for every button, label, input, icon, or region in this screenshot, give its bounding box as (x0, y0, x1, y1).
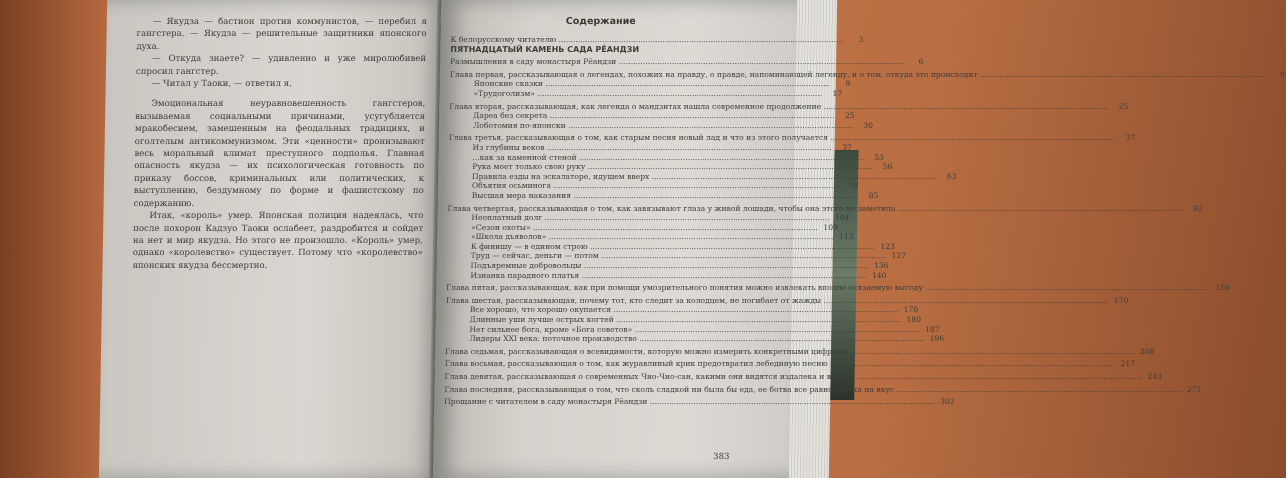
toc-entry-label: Правила езды на эскалаторе, идущем вверх ..... (448, 172, 937, 182)
toc-entry-label: Дареа без секрета ..... (449, 111, 835, 121)
toc-entry (450, 57, 924, 67)
paragraph: Итак, «король» умер. Японская полиция надеялась, что после похорон Кадзуо Таоки ослабеет, раздробится и сойдет на нет и мир якудза. Но этого не произошло. «Король» умер, однако «королевство» существует. Потому что «королевство» японских якудза бессмертно. (132, 211, 424, 271)
toc-entry-page: 37 (1125, 133, 1136, 143)
toc-entry-page: 170 (1113, 295, 1129, 305)
toc-entry-page: 271 (1186, 384, 1202, 394)
toc-entry-label: Размышления в саду монастыря Рёандзи ..... (450, 57, 904, 67)
toc-entry-label: Нет сильнее бога, кроме «Бога советов» ..... (445, 325, 919, 335)
toc-entry (449, 101, 1129, 112)
toc-entry (447, 213, 850, 223)
paragraph: Эмоциональная неуравновешенность гангстеров, вызываемая социальными причинами, усугубляется мракобесием, замешенным на феодальных традициях, и оголтелым антикоммунизмом. Эти «ценности» пронизывают весь моральный климат преступного подполья. Главная опасность якудза — их психологическая готовность по приказу боссов, криминальных или политических, к выступлению, бездумному по форме и фашистскому по содержанию. (133, 99, 426, 209)
toc-entry-label: Объятия осьминога ..... (448, 181, 838, 191)
toc-entry-page: 156 (1215, 283, 1231, 293)
paragraph: — Читал у Таоки, — ответил я. (151, 79, 292, 90)
toc-entry (448, 190, 879, 201)
toc-entry-label: Глава седьмая, рассказывающая о всевидимости, которую можно измерить конкретными цифрами ..... (445, 347, 1135, 357)
toc-entry (446, 270, 887, 281)
toc-entry (450, 45, 750, 55)
toc-entry-label: Изнанка парадного платья ..... (446, 271, 866, 281)
toc-entry-page: 56 (882, 162, 893, 172)
toc-entry-page: 85 (868, 190, 879, 200)
toc-entry-label: Глава первая, рассказывающая о легендах, похожих на правду, о правде, напоминающей легенду, и о том, откуда это происходит ..... (450, 70, 1265, 80)
toc-entry-label: Из глубины веков ..... (449, 143, 832, 153)
toc-entry (450, 79, 851, 89)
toc-entry (445, 295, 1129, 306)
paragraph: — Якудза — бастион против коммунистов, — перебил я гангстера. — Якудза — решительные защитники японского духа. (136, 17, 427, 52)
toc-entry (449, 120, 874, 131)
toc-entry-page: 302 (940, 397, 955, 407)
toc-entry (450, 35, 864, 45)
toc-entry-page: 9 (845, 79, 851, 89)
toc-entry (449, 69, 1285, 80)
toc-entry-label: «Сезон охоты» ..... (447, 223, 818, 233)
toc-entry-label: Глава последняя, рассказывающая о том, что сколь сладкой ни была бы еда, ее ботва все равно горька на вкус ..... (444, 385, 1181, 395)
toc-entry-label: Высшая мера наказания ..... (448, 191, 859, 201)
toc-entry-page: 79 (848, 181, 859, 191)
toc-entry-label: Глава четвертая, рассказывающая о том, как завязывают глаза у живой лошади, чтобы она этого не заметила ..... (447, 204, 1182, 214)
toc-entry-label: Прощание с читателем в саду монастыря Рёандзи ..... (444, 397, 935, 407)
toc-entry-label: Рука моет только свою руку ..... (448, 162, 872, 172)
toc-entry-label: Глава девятая, рассказывающая о современных Чио-Чио-сан, какими они видятся издалека и вблизи ..... (445, 372, 1143, 382)
toc-entry (448, 133, 1136, 143)
toc-entry-label: «Школа дьяволов» ..... (447, 232, 834, 242)
toc-entry (447, 232, 854, 242)
toc-entry-label: Глава шестая, рассказывающая, почему тот, кто следит за колодцем, не погибает от жажды ..... (446, 296, 1109, 306)
toc-entry (445, 324, 940, 335)
toc-entry-page: 25 (1118, 101, 1129, 111)
toc-entry (447, 203, 1203, 214)
toc-entry-page: 217 (1120, 359, 1136, 369)
toc-entry (448, 162, 893, 172)
toc-entry-label: К белорусскому читателю ..... (450, 35, 843, 45)
toc-entry-label: К финишу — в едином строю ..... (447, 242, 875, 252)
toc-entry (449, 142, 852, 153)
toc-entry-page: 140 (871, 270, 887, 280)
toc-entry-label: ...как за каменной стеной ..... (448, 153, 864, 163)
toc-entry-label: Неоплатный долг ..... (447, 213, 829, 223)
toc-entry-page: 187 (925, 324, 940, 334)
left-page-text (132, 16, 426, 272)
toc-entry-label: Длинные уши лучше острых когтей ..... (446, 315, 902, 325)
toc-entry-page: 136 (873, 261, 889, 271)
toc-entry-label: Труд — сейчас, деньги — потом ..... (447, 251, 886, 261)
toc-entry-label: Все хорошо, что хорошо окупается ..... (446, 305, 899, 315)
toc-entry (448, 152, 885, 163)
toc-entry (444, 372, 1163, 382)
toc-title: Содержание (565, 16, 636, 27)
toc-entry-label: Глава пятая, рассказывающая, как при помощи умозрительного понятия можно извлекать вполне осязаемую выгоду ..... (446, 283, 1210, 293)
toc-entry-label: Японские сказки ..... (450, 79, 831, 89)
toc-entry-page: 17 (832, 88, 843, 98)
toc-entry-label: Лоботомия по-японски ..... (449, 121, 853, 131)
toc-entry (446, 315, 922, 325)
toc-entry-page: 6 (918, 57, 924, 67)
toc-entry-page: 104 (834, 213, 850, 223)
toc-entry-label: ПЯТНАДЦАТЫЙ КАМЕНЬ САДА РЁАНДЗИ (450, 44, 640, 54)
toc-entry-label: Глава вторая, рассказывающая, как легенда о мандзитах нашла современное продолжение ..... (449, 102, 1108, 112)
toc-entry-page: 30 (863, 120, 874, 130)
toc-entry (446, 305, 919, 315)
toc-entry (449, 111, 855, 121)
page-number: 383 (713, 452, 730, 462)
toc-entry (446, 261, 889, 271)
toc-entry-page: 25 (844, 111, 855, 121)
open-book (91, 0, 1285, 478)
toc-entry (444, 384, 1202, 395)
toc-entry-page: 123 (880, 241, 895, 251)
toc-entry-page: 113 (838, 232, 854, 242)
toc-entry-page: 170 (903, 305, 919, 315)
toc-entry (444, 359, 1136, 369)
toc-entry (447, 241, 895, 252)
toc-entry-label: «Трудоголизм» ..... (449, 89, 822, 99)
toc-entry-page: 63 (946, 171, 957, 181)
toc-entry-page: 127 (891, 251, 907, 261)
toc-entry-label: Глава третья, рассказывающая о том, как старым песня новый лад и что из этого получается ..... (449, 133, 1116, 143)
toc-entry-page: 109 (823, 222, 839, 232)
toc-entry-label: Подъяремные добровольцы ..... (446, 261, 868, 271)
toc-entry-page: 37 (842, 142, 852, 152)
toc-entry (444, 346, 1155, 357)
toc-entry-page: 196 (929, 334, 945, 344)
toc-entry-page: 3 (858, 35, 864, 44)
toc-entry-page: 180 (906, 315, 922, 325)
toc-entry (448, 181, 859, 191)
toc-entry-label: Лидеры XXI века: поточное производство ..... (445, 334, 924, 344)
toc-entry-label: Глава восьмая, рассказывающая о том, как журавлиный крик предотвратил лебединую песню ..... (445, 359, 1115, 369)
paragraph: — Откуда знаете? — удивленно и уже миролюбивей спросил гангстер. (135, 54, 427, 77)
toc-entry (444, 397, 955, 407)
toc-entry-page: 92 (1193, 203, 1203, 213)
toc-entry (449, 88, 843, 99)
toc-entry-page: 9 (1279, 69, 1285, 79)
toc-list (444, 35, 1285, 407)
toc-entry-page: 243 (1147, 372, 1163, 381)
toc-entry (448, 171, 957, 182)
table-of-contents (444, 16, 1285, 407)
toc-entry (447, 222, 839, 233)
toc-entry-page: 53 (874, 152, 885, 162)
toc-entry-page: 208 (1140, 346, 1155, 356)
toc-entry (447, 251, 907, 261)
toc-entry (445, 334, 945, 344)
toc-entry (446, 283, 1231, 293)
